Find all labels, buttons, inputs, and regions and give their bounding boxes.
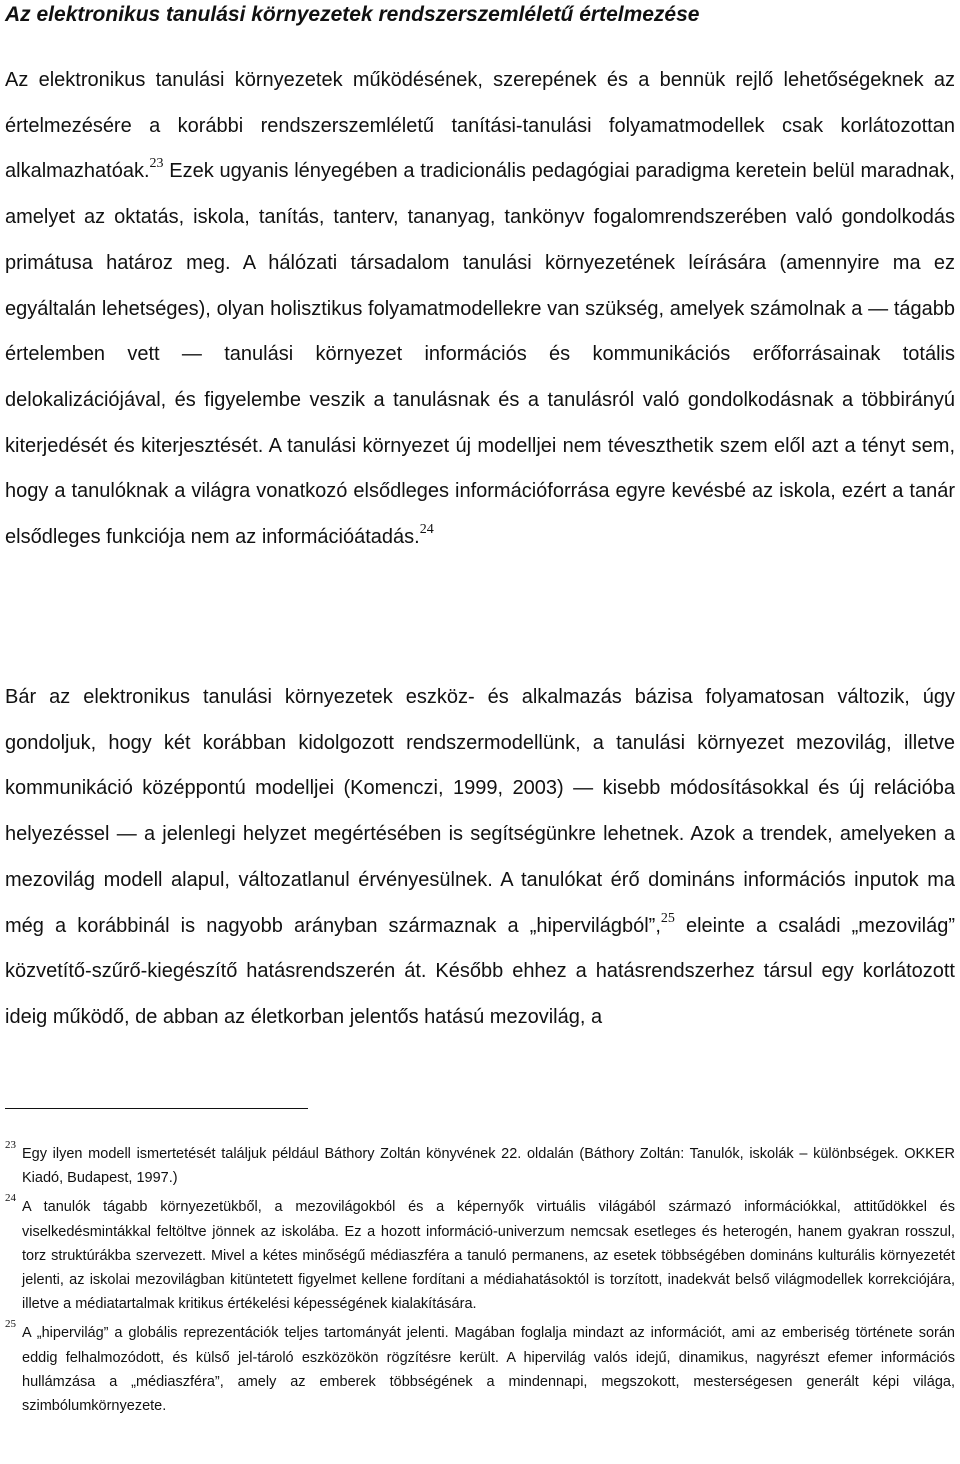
footnote-text: A „hipervilág” a globális reprezentációk teljes tartományát jelenti. Magában foglalja mindazt az információt, ami az emberiség története során eddig felhalmozódott, és külső jel-tároló eszközökön rögzítésre került. A hipervilág valós idejű, dinamikus, nagyrészt efemer információs hullámzása a „médiaszféra”, amely az emberek többségének a mindennapi, megszokott, mesterségesen generált képi világa, szimbólumkörnyezete. xyxy=(22,1325,955,1415)
footnotes xyxy=(5,1139,955,1423)
footnote-text: A tanulók tágabb környezetükből, a mezovilágokból és a képernyők virtuális világából származó információkkal, attitűdökkel és viselkedésmintákkal feltöltve jönnek az iskolába. Ez a hozott információ-univerzum nemcsak esetleges és heterogén, hanem gyakran rosszul, torz struktúrákba szervezett. Mivel a kétes minőségű médiaszféra a tanuló permanens, az esetek többségében domináns kulturális környezetét jelenti, az iskolai mezovilágban kitüntetett figyelmet kellene fordítani a médiahatásoktól is torzított, inadekvát belső világmodellek korrekciójára, illetve a médiatartalmak kritikus értékelési képességének kialakítására. xyxy=(22,1199,955,1313)
footnote-ref-24[interactable]: 24 xyxy=(419,522,434,538)
paragraph-1-text-start: Az elektronikus tanulási környezetek működésének, szerepének és a bennük rejlő lehetőségeknek az értelmezésére a korábbi rendszerszemléletű tanítási-tanulási folyamatmodellek csak korlátozottan alkalmazhatóak. xyxy=(5,69,955,183)
section-title: Az elektronikus tanulási környezetek rendszerszemléletű értelmezése xyxy=(5,3,700,26)
footnote-25 xyxy=(5,1318,955,1418)
footnote-23 xyxy=(5,1139,955,1190)
footnote-number: 25 xyxy=(5,1318,16,1331)
paragraph-2-text-start: Bár az elektronikus tanulási környezetek eszköz- és alkalmazás bázisa folyamatosan változik, úgy gondoljuk, hogy két korábban kidolgozott rendszermodellünk, a tanulási környezet mezovilág, illetve kommunikáció középpontú modelljei (Komenczi, 1999, 2003) — kisebb módosításokkal és új relációba helyezéssel — a jelenlegi helyzet megértésében is segítségünkre lehetnek. Azok a trendek, amelyeken a mezovilág modell alapul, változatlanul érvényesülnek. A tanulókat érő domináns információs inputok ma még a korábbinál is nagyobb arányban származnak a „hipervilágból”, xyxy=(5,686,955,937)
paragraph-2-text-end: eleinte a családi „mezovilág” közvetítő-szűrő-kiegészítő hatásrendszerén át. Később ehhez a hatásrendszerhez társul egy korlátozott ideig működő, de abban az életkorban jelentős hatású mezovilág, a xyxy=(5,914,955,1028)
footnote-number: 24 xyxy=(5,1192,16,1205)
footnote-separator xyxy=(5,1108,308,1109)
body-paragraph-1 xyxy=(5,58,955,561)
footnote-ref-23[interactable]: 23 xyxy=(149,156,164,172)
footnote-text: Egy ilyen modell ismertetését találjuk például Báthory Zoltán könyvének 22. oldalán (Báthory Zoltán: Tanulók, iskolák – különbségek. OKKER Kiadó, Budapest, 1997.) xyxy=(22,1146,955,1187)
body-paragraph-2 xyxy=(5,675,955,1041)
paragraph-1-text-end: Ezek ugyanis lényegében a tradicionális pedagógiai paradigma keretein belül maradnak, amelyet az oktatás, iskola, tanítás, tanterv, tananyag, tankönyv fogalomrendszerében való gondolkodás primátusa határoz meg. A hálózati társadalom tanulási környezetének leírására (amennyire ma ez egyáltalán lehetséges), olyan holisztikus folyamatmodellekre van szükség, amelyek számolnak a — tágabb értelemben vett — tanulási környezet információs és kommunikációs erőforrásainak totális delokalizációjával, és figyelembe veszik a tanulásnak és a tanulásról való gondolkodásnak a többirányú kiterjedését és kiterjesztését. A tanulási környezet új modelljei nem téveszthetik szem elől azt a tényt sem, hogy a tanulóknak a világra vonatkozó elsődleges információforrása egyre kevésbé az iskola, ezért a tanár elsődleges funkciója nem az információátadás. xyxy=(5,160,955,549)
footnote-number: 23 xyxy=(5,1139,16,1151)
footnote-ref-25[interactable]: 25 xyxy=(660,910,675,926)
footnote-24 xyxy=(5,1192,955,1316)
